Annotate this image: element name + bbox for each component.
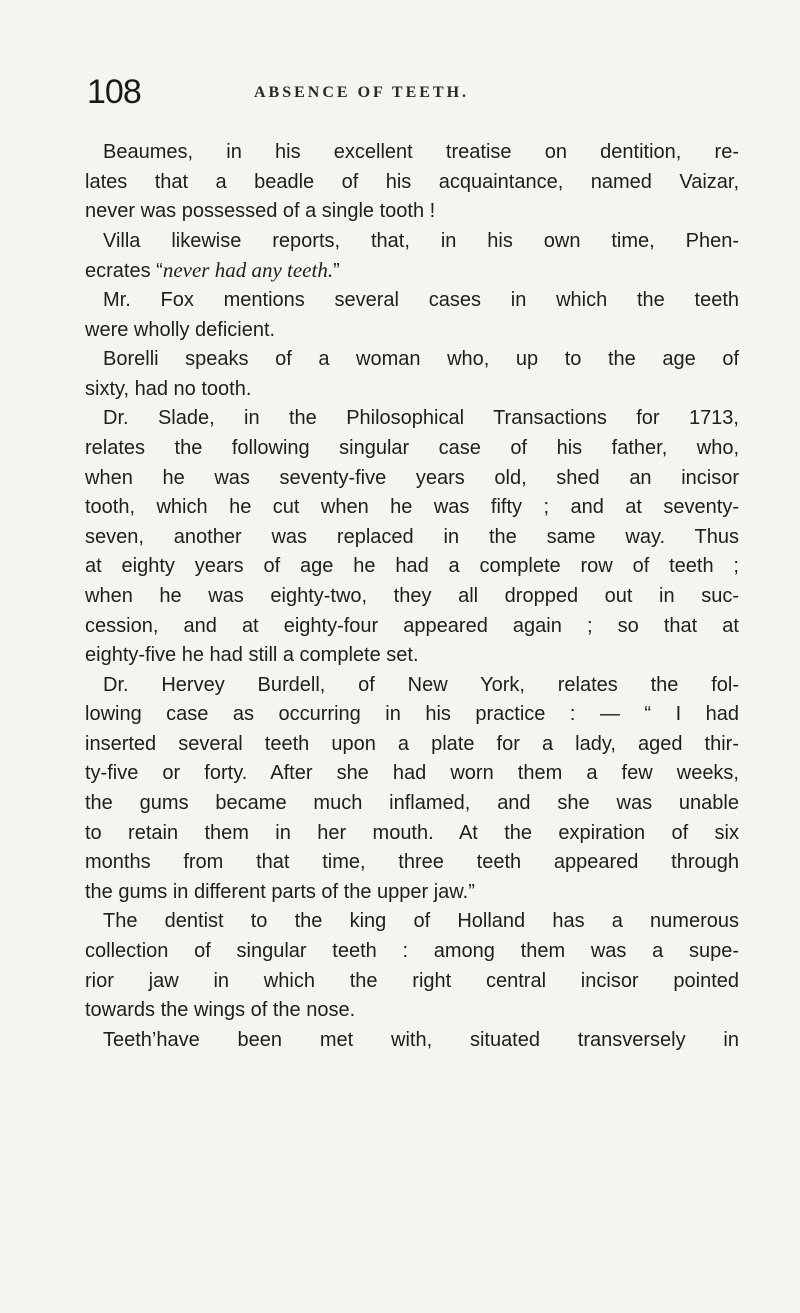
text-line: eighty-five he had still a complete set. — [85, 644, 419, 667]
text-line: were wholly deficient. — [85, 318, 276, 341]
text-line: when he was eighty-two, they all dropped out in suc- — [85, 584, 739, 607]
text-line: inserted several teeth upon a plate for a lady, aged thir- — [85, 732, 739, 755]
text-line: relates the following singular case of his father, who, — [85, 436, 739, 459]
body-text — [85, 138, 739, 1055]
text-line: months from that time, three teeth appeared through — [85, 851, 739, 874]
text-line: rior jaw in which the right central incisor pointed — [85, 969, 739, 992]
text-line: Teeth’have been met with, situated transversely in — [103, 1028, 739, 1051]
text-line: cession, and at eighty-four appeared again ; so that at — [85, 614, 739, 637]
text-line: ty-five or forty. After she had worn them a few weeks, — [85, 762, 739, 785]
text-line: sixty, had no tooth. — [85, 377, 252, 400]
text-line: never was possessed of a single tooth ! — [85, 200, 436, 223]
text-line: Beaumes, in his excellent treatise on dentition, re- — [103, 141, 739, 163]
text-run: ecrates “ — [85, 260, 163, 283]
text-line: Villa likewise reports, that, in his own time, Phen- — [103, 229, 739, 252]
text-line: the gums became much inflamed, and she was unable — [85, 792, 739, 815]
text-line: at eighty years of age he had a complete row of teeth ; — [85, 555, 739, 578]
text-line — [85, 256, 739, 286]
text-line: seven, another was replaced in the same way. Thus — [85, 525, 739, 548]
text-run: ” — [333, 260, 340, 283]
text-line: to retain them in her mouth. At the expiration of six — [85, 821, 739, 844]
text-line: Mr. Fox mentions several cases in which the teeth — [103, 288, 739, 311]
text-line: tooth, which he cut when he was fifty ; and at seventy- — [85, 496, 739, 519]
page-number: 108 — [87, 73, 141, 111]
text-line: lowing case as occurring in his practice : — “ I had — [85, 703, 739, 726]
text-line: collection of singular teeth : among them was a supe- — [85, 940, 739, 963]
page-header — [87, 72, 737, 112]
italic-quote: never had any teeth. — [162, 258, 334, 283]
text-line: lates that a beadle of his acquaintance, named Vaizar, — [85, 170, 739, 193]
text-line: Dr. Slade, in the Philosophical Transactions for 1713, — [103, 407, 739, 430]
text-line: when he was seventy-five years old, shed an incisor — [85, 466, 739, 489]
text-line: towards the wings of the nose. — [85, 999, 356, 1022]
text-line: the gums in different parts of the upper jaw.” — [85, 880, 475, 903]
text-line: The dentist to the king of Holland has a numerous — [103, 910, 739, 933]
text-line: Dr. Hervey Burdell, of New York, relates the fol- — [103, 673, 739, 696]
text-line: Borelli speaks of a woman who, up to the age of — [103, 348, 739, 371]
running-head: ABSENCE OF TEETH. — [254, 84, 470, 101]
